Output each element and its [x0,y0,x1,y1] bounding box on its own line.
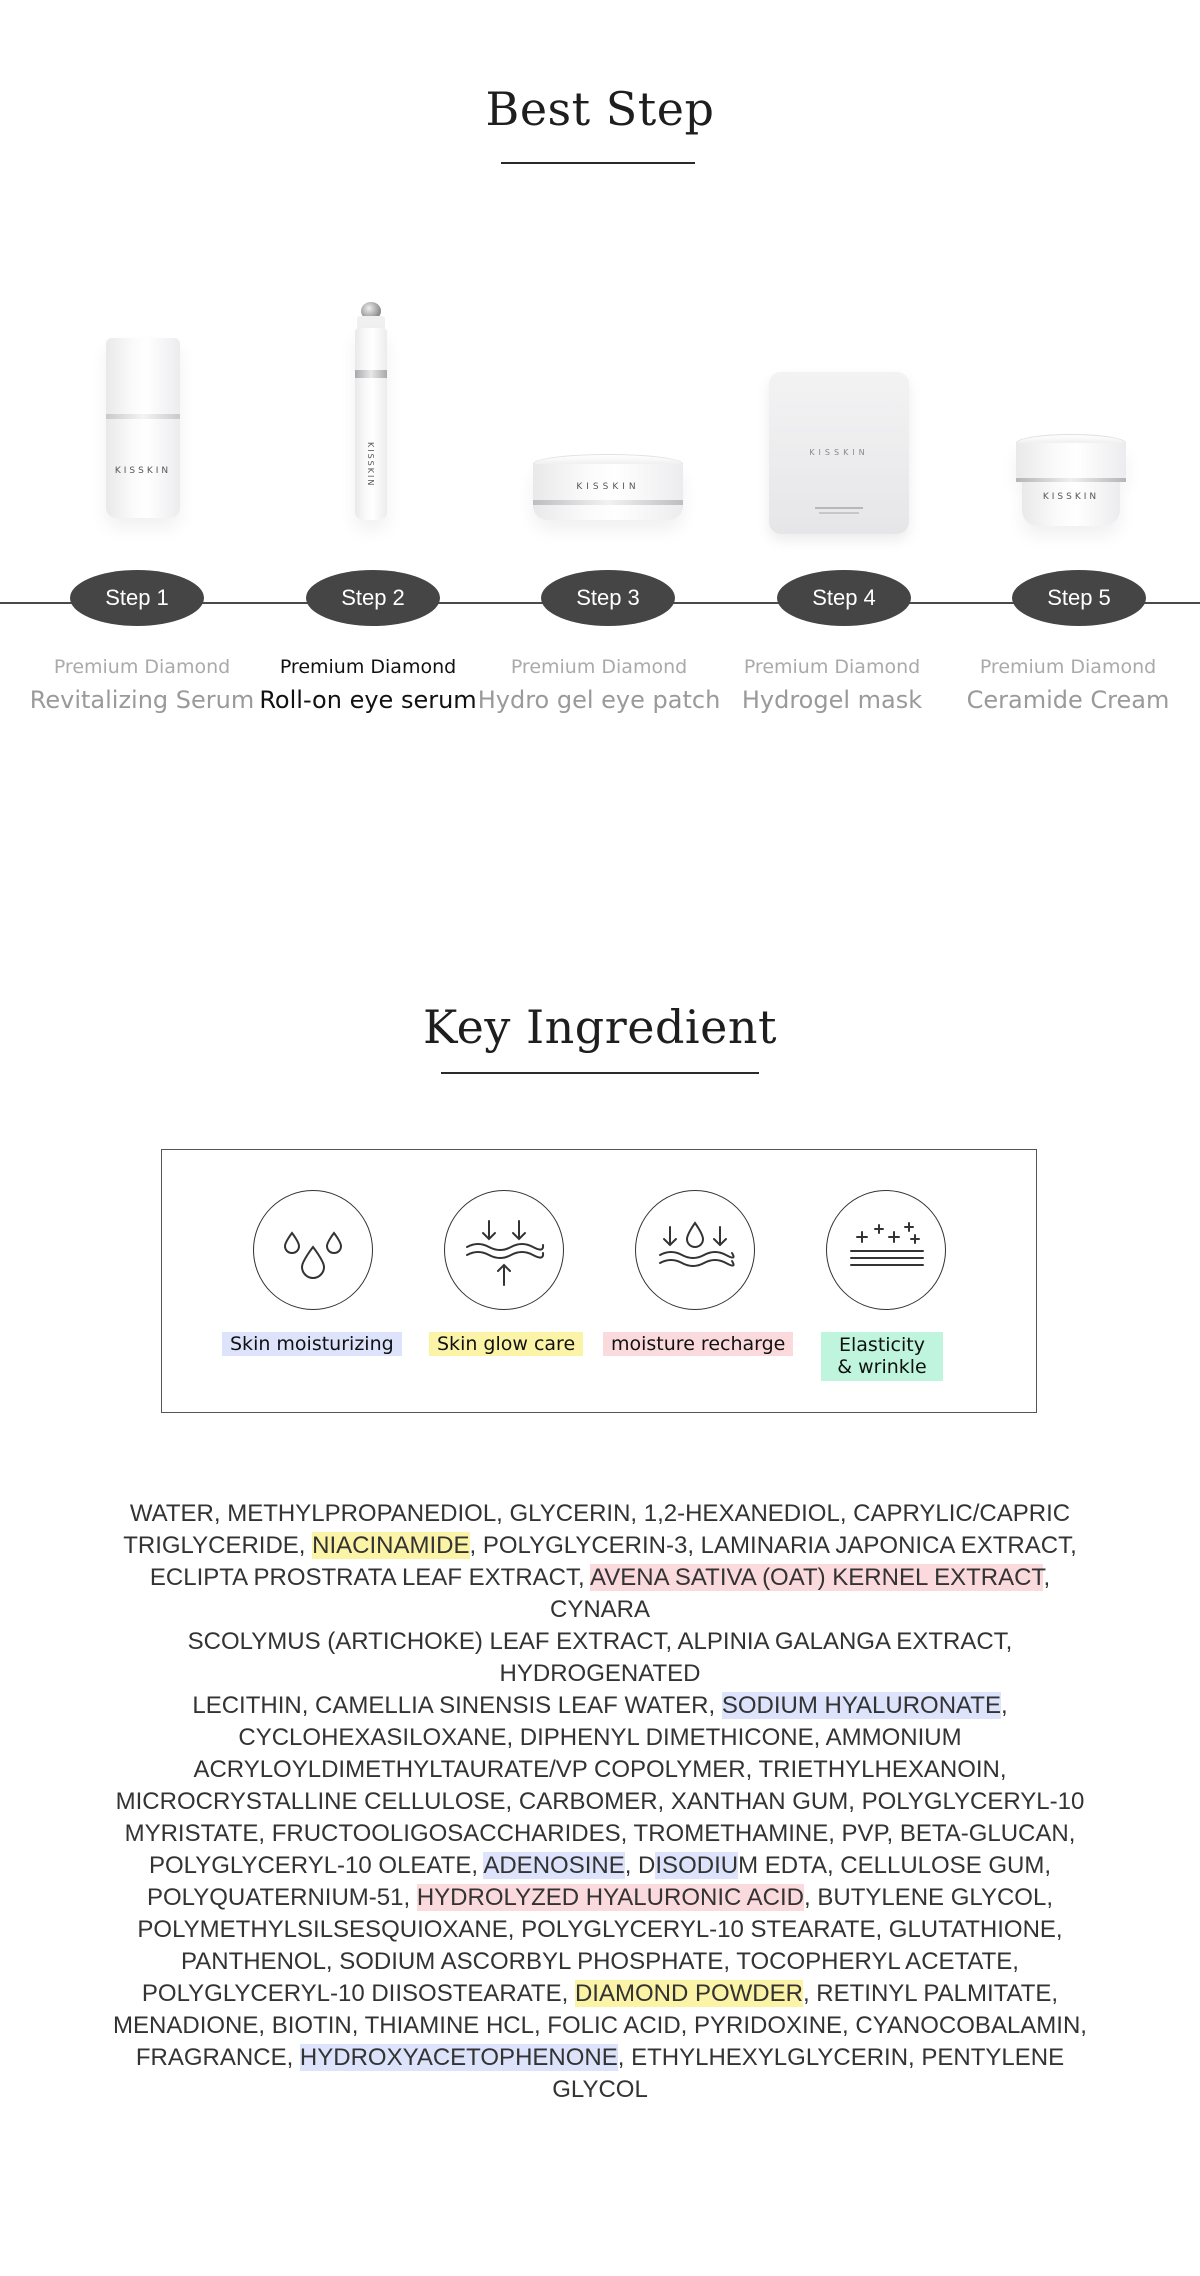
ingredient-text: , CYNARA [549,1564,1051,1623]
product-roll-on-eye-serum-image [353,302,389,520]
ingredient-text: LECITHIN, CAMELLIA SINENSIS LEAF WATER, [192,1692,722,1719]
highlighted-ingredient: ADENOSINE [483,1852,625,1879]
ingredient-line [110,1754,1090,1786]
step-4-pill: Step 4 [777,570,911,626]
ingredient-line [110,2042,1090,2106]
ingredient-text: , D [624,1852,656,1879]
ingredient-text: ECLIPTA PROSTRATA LEAF EXTRACT, [149,1564,590,1591]
ingredient-line [110,1722,1090,1754]
highlighted-ingredient: DIAMOND POWDER [574,1980,803,2007]
highlighted-ingredient: AVENA SATIVA (OAT) KERNEL EXTRACT [590,1564,1044,1591]
step-2-pill: Step 2 [306,570,440,626]
product-brand-label: KISSKIN [1042,492,1100,502]
ingredient-line [110,1626,1090,1690]
ingredient-text: , BUTYLENE GLYCOL, [804,1884,1053,1911]
product-brand-label: KISSKIN [576,482,640,492]
ingredient-line [110,1818,1090,1850]
ingredient-text: SCOLYMUS (ARTICHOKE) LEAF EXTRACT, ALPINIA GALANGA EXTRACT, HYDROGENATED [187,1628,1013,1687]
ingredient-text: , ETHYLHEXYLGLYCERIN, PENTYLENE GLYCOL [552,2044,1065,2103]
product-hydro-gel-eye-patch-image [533,454,683,529]
ingredient-text: M EDTA, CELLULOSE GUM, [738,1852,1052,1879]
ingredient-line [110,1498,1090,1530]
product-ceramide-cream-image [1016,434,1126,534]
product-brand-label: KISSKIN [366,442,375,488]
step-1-subtitle: Premium Diamond [53,656,231,678]
ingredient-line [110,1978,1090,2010]
product-hydrogel-mask-image [769,372,909,534]
benefit-label-line-1: Elasticity [839,1334,925,1356]
ingredient-line [110,1530,1090,1562]
ingredient-text: PANTHENOL, SODIUM ASCORBYL PHOSPHATE, TOCOPHERYL ACETATE, [181,1948,1019,1975]
ingredient-text: POLYGLYCERYL-10 OLEATE, [148,1852,484,1879]
ingredient-line [110,1914,1090,1946]
ingredient-text: , [1000,1692,1008,1719]
step-5-product-name: Ceramide Cream [966,686,1170,714]
step-1-product-name: Revitalizing Serum [29,686,255,714]
ingredient-text: POLYGLYCERYL-10 DIISOSTEARATE, [141,1980,575,2007]
step-3-subtitle: Premium Diamond [510,656,688,678]
ingredient-text: MENADIONE, BIOTIN, THIAMINE HCL, FOLIC ACID, PYRIDOXINE, CYANOCOBALAMIN, [113,2012,1087,2039]
ingredient-text: CYCLOHEXASILOXANE, DIPHENYL DIMETHICONE, AMMONIUM [238,1724,962,1751]
ingredient-text: TRIGLYCERIDE, [123,1532,313,1559]
step-5-subtitle: Premium Diamond [979,656,1157,678]
ingredient-text: , RETINYL PALMITATE, [802,1980,1059,2007]
step-4-product-name: Hydrogel mask [741,686,923,714]
ingredient-text: MICROCRYSTALLINE CELLULOSE, CARBOMER, XANTHAN GUM, POLYGLYCERYL-10 [115,1788,1085,1815]
benefit-label-elasticity-wrinkle [821,1332,943,1381]
ingredient-line [110,1850,1090,1882]
ingredient-line [110,1946,1090,1978]
ingredient-text: POLYMETHYLSILSESQUIOXANE, POLYGLYCERYL-10 STEARATE, GLUTATHIONE, [137,1916,1063,1943]
step-3-pill: Step 3 [541,570,675,626]
ingredient-text: , POLYGLYCERIN-3, LAMINARIA JAPONICA EXTRACT, [469,1532,1077,1559]
highlighted-ingredient: SODIUM HYALURONATE [721,1692,1001,1719]
ingredient-line [110,2010,1090,2042]
ingredient-text: MYRISTATE, FRUCTOOLIGOSACCHARIDES, TROMETHAMINE, PVP, BETA-GLUCAN, [124,1820,1076,1847]
benefit-label-line-2: & wrinkle [837,1356,927,1378]
ingredient-text: POLYQUATERNIUM-51, [147,1884,417,1911]
best-step-title-underline [501,162,695,164]
sparkle-lines-icon [826,1190,946,1310]
ingredient-line [110,1786,1090,1818]
product-revitalizing-serum-image [106,338,180,518]
benefit-label-moisture-recharge: moisture recharge [603,1332,793,1356]
benefit-label-skin-moisturizing: Skin moisturizing [222,1332,402,1356]
highlighted-ingredient: HYDROXYACETOPHENONE [299,2044,618,2071]
ingredient-list [110,1498,1090,2106]
step-1-pill: Step 1 [70,570,204,626]
glow-waves-icon [444,1190,564,1310]
step-3-product-name: Hydro gel eye patch [477,686,721,714]
step-2-product-name: Roll-on eye serum [259,686,477,714]
step-4-subtitle: Premium Diamond [743,656,921,678]
step-2-subtitle: Premium Diamond [279,656,457,678]
benefit-label-skin-glow-care: Skin glow care [429,1332,583,1356]
key-ingredient-title-underline [441,1072,759,1074]
key-ingredient-title: Key Ingredient [423,1000,777,1054]
highlighted-ingredient: HYDROLYZED HYALURONIC ACID [416,1884,805,1911]
step-5-pill: Step 5 [1012,570,1146,626]
moisture-recharge-icon [635,1190,755,1310]
highlighted-ingredient: NIACINAMIDE [312,1532,470,1559]
product-brand-label: KISSKIN [114,466,172,476]
ingredient-line [110,1690,1090,1722]
best-step-title: Best Step [485,82,715,136]
droplets-icon [253,1190,373,1310]
ingredient-text: FRAGRANCE, [135,2044,300,2071]
highlighted-ingredient: ISODIU [655,1852,739,1879]
ingredient-line [110,1562,1090,1626]
ingredient-line [110,1882,1090,1914]
product-brand-label: KISSKIN [809,448,869,457]
ingredient-text: WATER, METHYLPROPANEDIOL, GLYCERIN, 1,2-HEXANEDIOL, CAPRYLIC/CAPRIC [129,1500,1071,1527]
ingredient-text: ACRYLOYLDIMETHYLTAURATE/VP COPOLYMER, TRIETHYLHEXANOIN, [193,1756,1007,1783]
